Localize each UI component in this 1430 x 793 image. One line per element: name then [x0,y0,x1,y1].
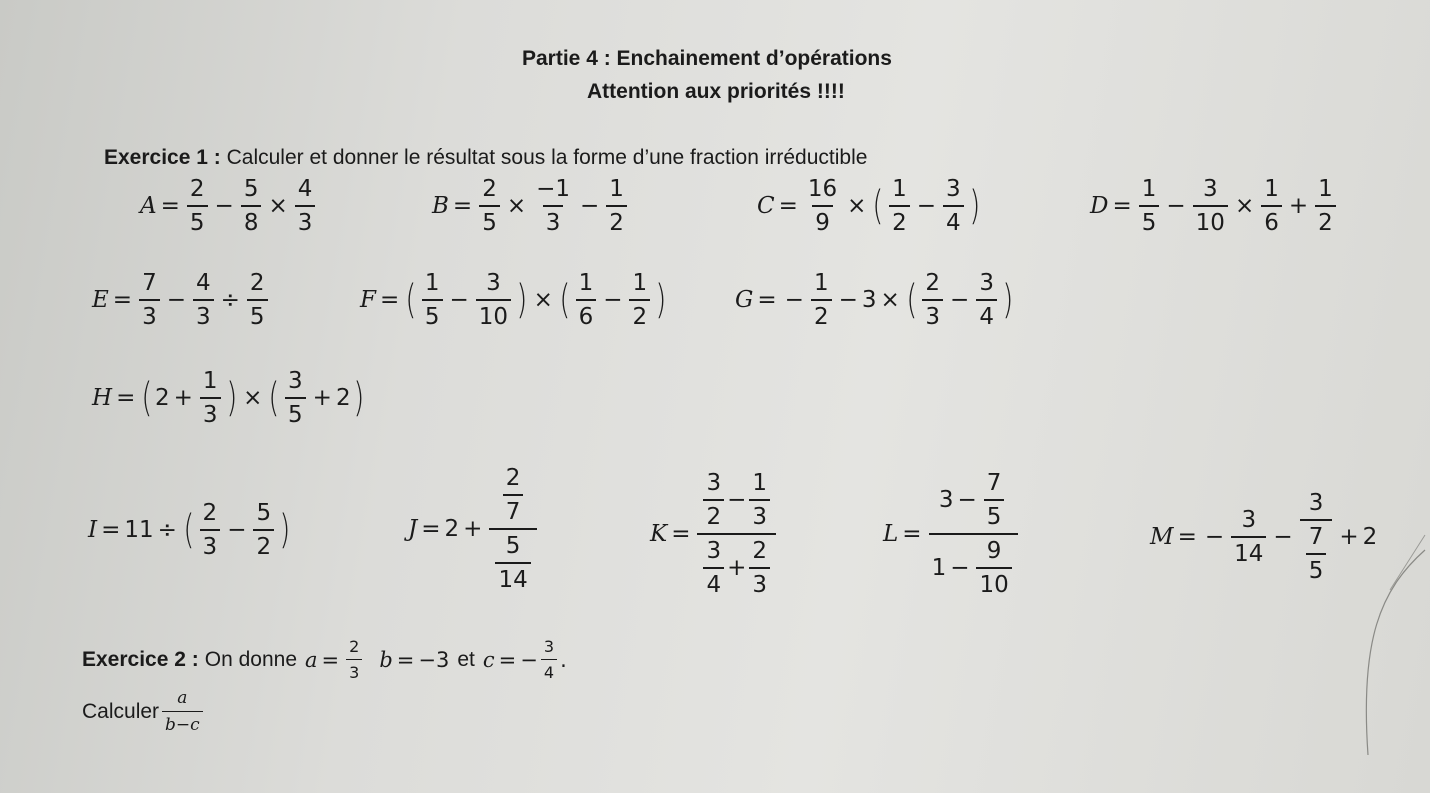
var-name: B [432,193,449,219]
fraction: $\frac{3}{5}$ [285,368,306,428]
fraction: $\frac{3}{4}$ [976,270,997,330]
compound-fraction: $\frac{3}{2}$ − $\frac{1}{3}$ $\frac{3}{4}$ + $\frac{2}{3}$ [697,470,776,598]
fraction: $\frac{1}{2}$ [606,176,627,236]
exercise1-instruction: Calculer et donner le résultat sous la forme d’une fraction irréductible [226,146,868,169]
var-name: C [757,193,775,219]
fraction: $\frac{4}{3}$ [295,176,316,236]
fraction: $\frac{7}{5}$ [1306,524,1327,584]
fraction: $\frac{3}{4}$ [541,637,557,682]
expression-b: B = $\frac{2}{5}$ × $\frac{-1}{3}$ − $\frac{1}{2}$ [432,176,630,236]
fraction: $\frac{1}{5}$ [422,270,443,330]
exercise2-intro: On donne [204,647,298,671]
var-name: E [92,287,109,313]
var-name: J [408,516,418,542]
calculer-label: Calculer [82,699,160,723]
fraction: $\frac{7}{5}$ [984,470,1005,530]
expression-c: C = $\frac{16}{9}$ × ( $\frac{1}{2}$ − $\frac{3}{4}$ ) [757,176,980,236]
var-name: F [360,287,376,313]
compound-fraction: 3 − $\frac{7}{5}$ 1 − $\frac{9}{10}$ [929,470,1018,598]
var-name: M [1150,524,1174,550]
fraction: $\frac{2}{5}$ [479,176,500,236]
fraction: $\frac{1}{6}$ [1261,176,1282,236]
exercise2-heading [82,637,567,682]
var-name: K [650,521,668,547]
expression-m: M = − $\frac{3}{14}$ − $\frac{3}{\frac{7}{5}}$ + 2 [1150,490,1378,584]
fraction: $\frac{5}{2}$ [253,500,274,560]
exercise2-label: Exercice 2 : [82,647,199,671]
fraction: $\frac{9}{10}$ [976,538,1011,598]
expression-a: A = $\frac{2}{5}$ − $\frac{5}{8}$ × $\frac{4}{3}$ [140,176,318,236]
var-name: H [92,385,113,411]
expression-k: K = $\frac{3}{2}$ − $\frac{1}{3}$ $\frac{3}{4}$ + $\frac{2}{3}$ [650,470,779,598]
var-name: D [1090,193,1109,219]
fraction: $\frac{16}{9}$ [807,176,838,236]
page-title: Partie 4 : Enchainement d’opérations [522,47,892,70]
fraction: $\frac{2}{5}$ [247,270,268,330]
fraction: $\frac{1}{2}$ [889,176,910,236]
fraction: $\frac{3}{2}$ [703,470,724,530]
var-name: A [140,193,157,219]
fraction: $\frac{1}{2}$ [629,270,650,330]
compound-fraction: $\frac{3}{\frac{7}{5}}$ [1300,490,1333,584]
fraction: $\frac{5}{14}$ [495,533,530,593]
fraction: $\frac{2}{3}$ [922,270,943,330]
expression-i: I = 11 ÷ ( $\frac{2}{3}$ − $\frac{5}{2}$ ) [88,500,291,560]
var-name: I [88,517,98,543]
page-subtitle: Attention aux priorités !!!! [587,80,845,103]
fraction: $\frac{5}{8}$ [241,176,262,236]
exercise2-values: a = $\frac{2}{3}$ b = −3 et c = − $\frac{3}{4}$ . [305,637,567,682]
fraction: $\frac{a}{b-c}$ [162,688,203,735]
expression-l: L = 3 − $\frac{7}{5}$ 1 − $\frac{9}{10}$ [883,470,1021,598]
fraction: $\frac{2}{3}$ [749,538,770,598]
fraction: $\frac{1}{2}$ [811,270,832,330]
fraction: $\frac{-1}{3}$ [536,176,571,236]
pen-mark [1340,530,1430,760]
fraction: $\frac{2}{3}$ [346,637,362,682]
fraction: $\frac{1}{3}$ [749,470,770,530]
fraction: $\frac{3}{4}$ [703,538,724,598]
expression-e: E = $\frac{7}{3}$ − $\frac{4}{3}$ ÷ $\frac{2}{5}$ [92,270,271,330]
fraction: $\frac{1}{3}$ [200,368,221,428]
expression-g: G = − $\frac{1}{2}$ − 3 × ( $\frac{2}{3}$ − $\frac{3}{4}$ ) [735,270,1014,330]
fraction: $\frac{4}{3}$ [193,270,214,330]
compound-fraction [489,465,536,593]
fraction: $\frac{2}{5}$ [187,176,208,236]
fraction: $\frac{1}{2}$ [1315,176,1336,236]
fraction: $\frac{7}{3}$ [139,270,160,330]
exercise2-question [82,688,206,735]
fraction: $\frac{3}{4}$ [943,176,964,236]
fraction: $\frac{1}{6}$ [576,270,597,330]
expression-j: J = 2 + $\frac{\frac{2}{7}}{\frac{5}{14}}$ [408,465,540,593]
exercise1-label: Exercice 1 : [104,146,221,169]
fraction: $\frac{2}{7}$ [503,465,524,525]
fraction: $\frac{3}{10}$ [476,270,511,330]
var-name: G [735,287,754,313]
var-name: L [883,521,899,547]
expression-h: H = ( 2 + $\frac{1}{3}$ ) × ( $\frac{3}{5}$ + 2 ) [92,368,364,428]
fraction: $\frac{1}{5}$ [1139,176,1160,236]
expression-f: F = ( $\frac{1}{5}$ − $\frac{3}{10}$ ) × ( $\frac{1}{6}$ − $\frac{1}{2}$ ) [360,270,667,330]
fraction: $\frac{3}{14}$ [1231,507,1266,567]
expression-d: D = $\frac{1}{5}$ − $\frac{3}{10}$ × $\frac{1}{6}$ + $\frac{1}{2}$ [1090,176,1339,236]
fraction: $\frac{3}{10}$ [1193,176,1228,236]
fraction: $\frac{2}{3}$ [200,500,221,560]
exercise1-heading [104,146,867,170]
